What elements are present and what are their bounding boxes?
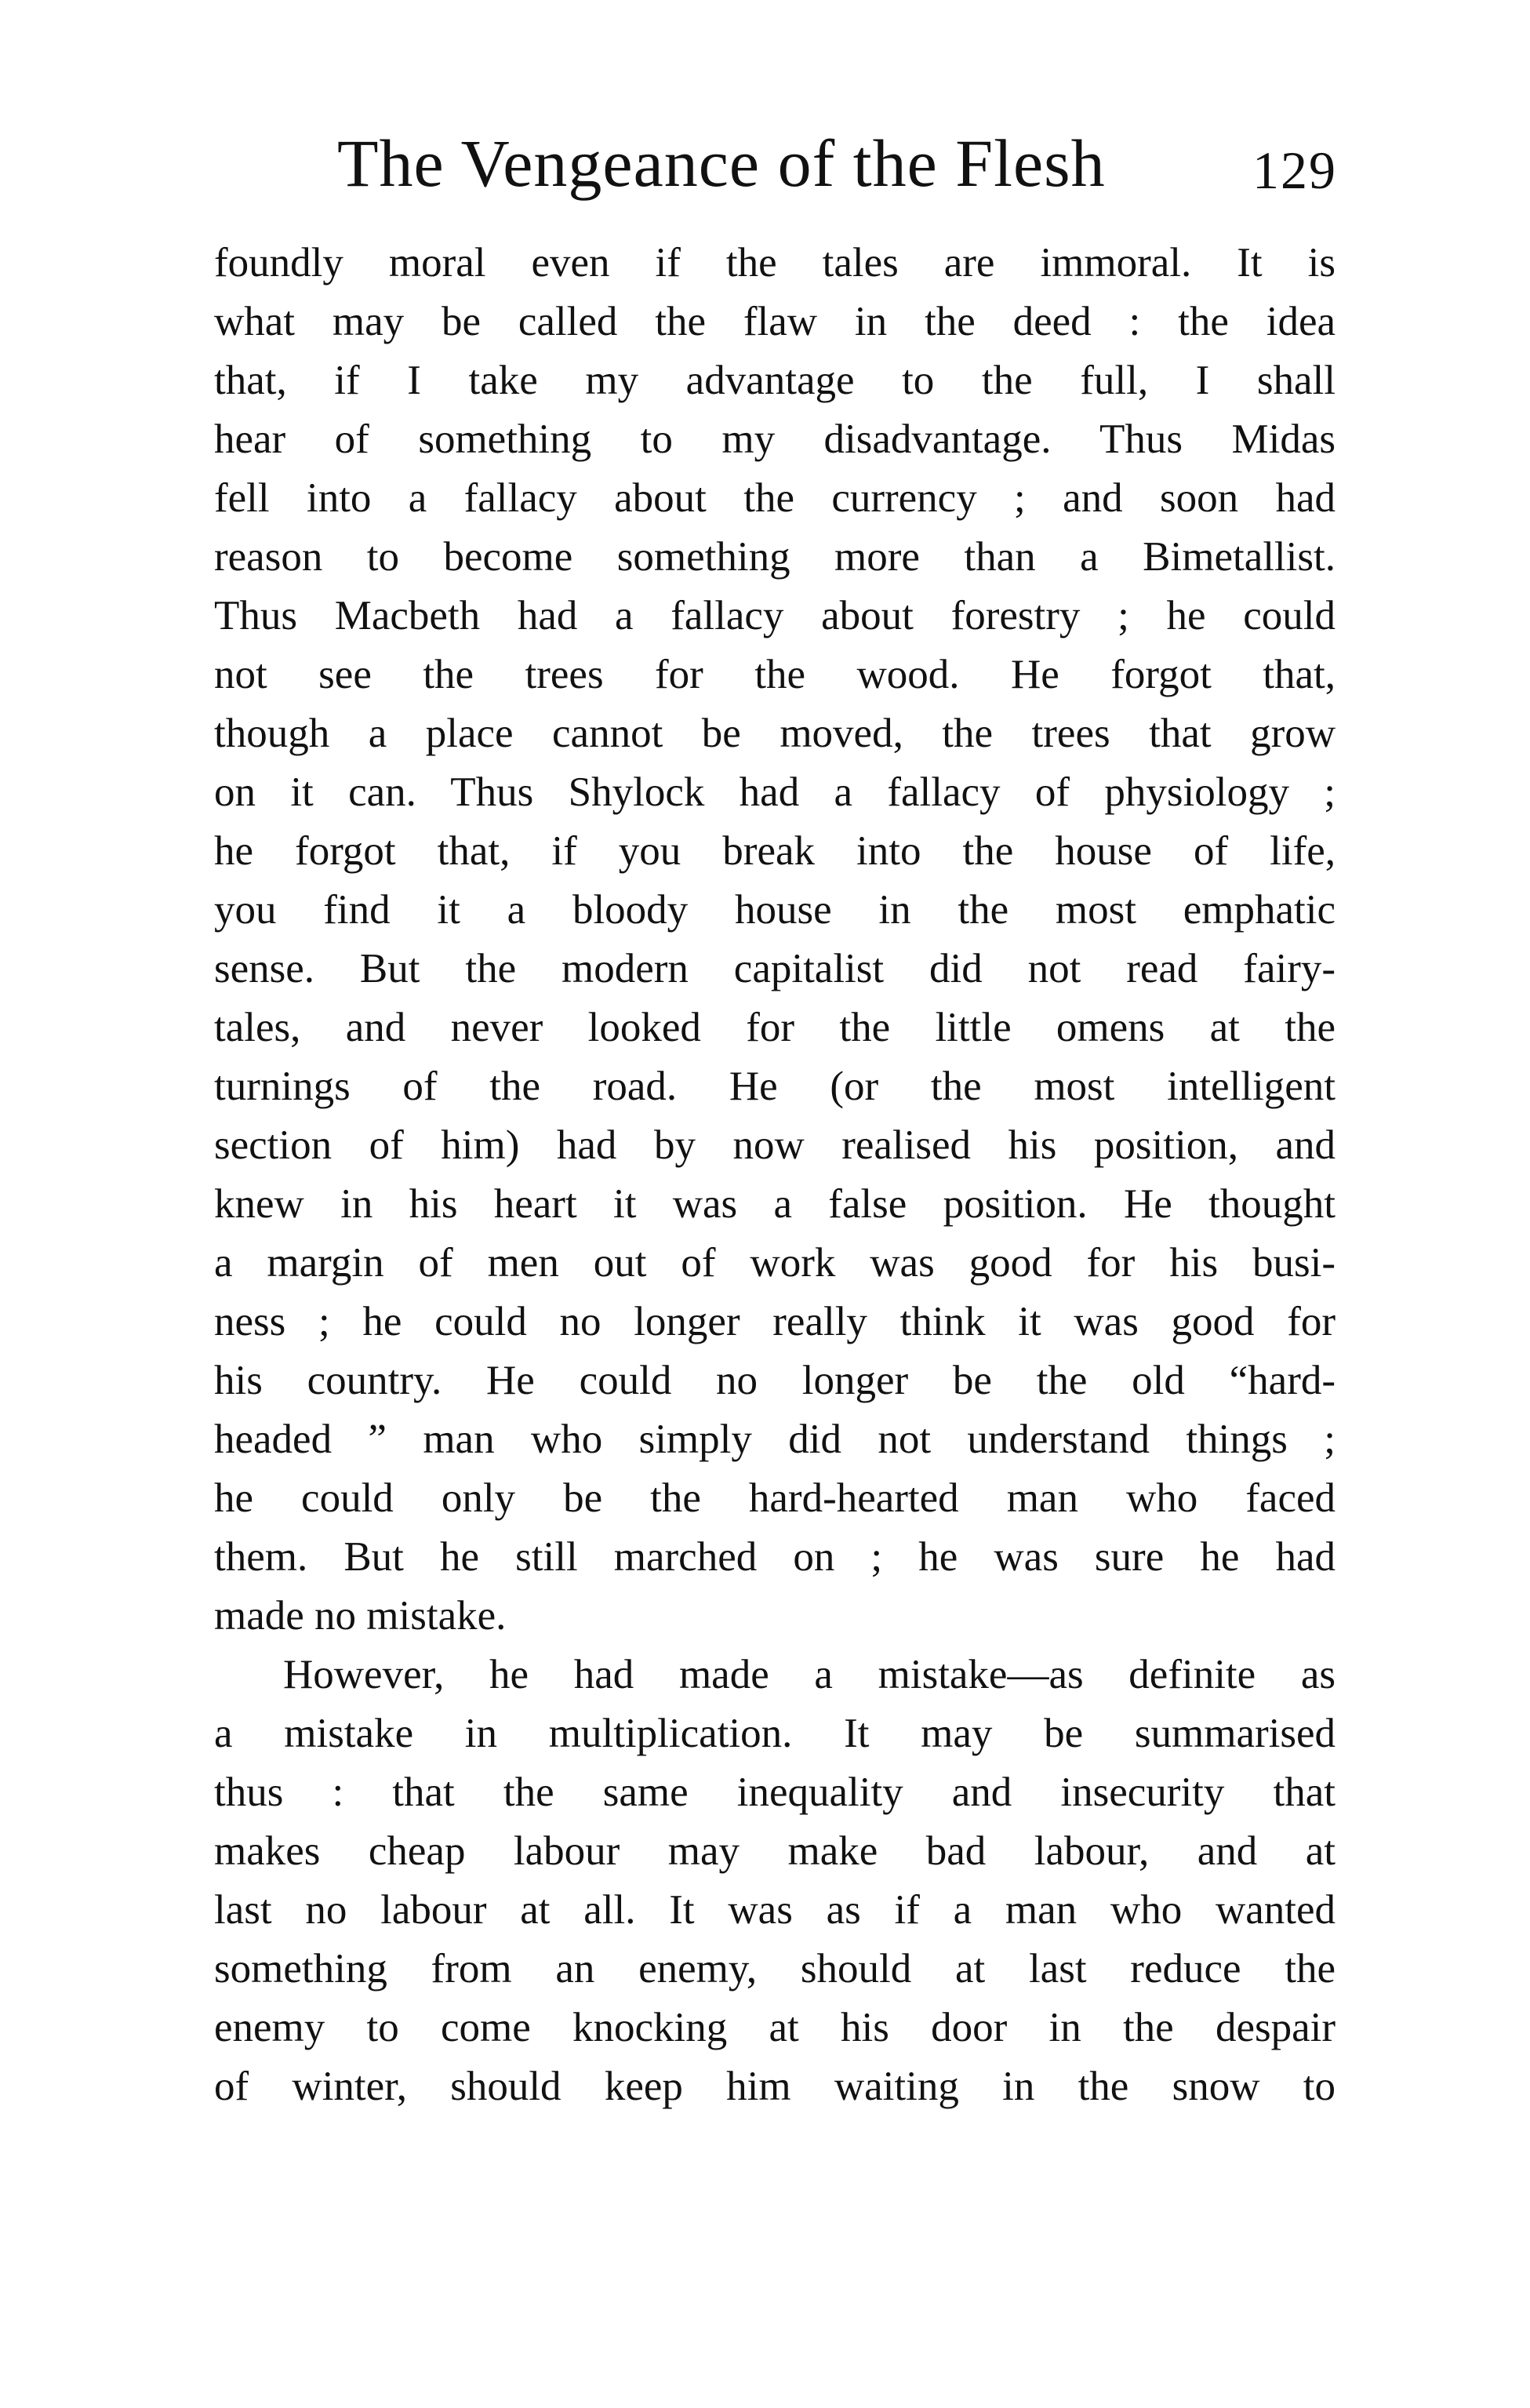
paragraph xyxy=(214,234,1336,1646)
text-line: what may be called the flaw in the deed : the idea xyxy=(214,299,1336,344)
text-line: of winter, should keep him waiting in the snow to xyxy=(214,2064,1336,2109)
text-line: enemy to come knocking at his door in the despair xyxy=(214,2005,1336,2050)
text-line: a mistake in multiplication. It may be summarised xyxy=(214,1711,1336,1756)
running-header xyxy=(337,124,1337,210)
text-line: on it can. Thus Shylock had a fallacy of physiology ; xyxy=(214,769,1336,815)
text-line: headed ” man who simply did not understand things ; xyxy=(214,1417,1336,1462)
running-title: The Vengeance of the Flesh xyxy=(337,125,1106,201)
text-line: Thus Macbeth had a fallacy about forestry ; he could xyxy=(214,593,1336,638)
text-line: he forgot that, if you break into the house of life, xyxy=(214,828,1336,874)
page-number: 129 xyxy=(1252,140,1337,200)
text-line: knew in his heart it was a false position. He thought xyxy=(214,1181,1336,1227)
text-line: section of him) had by now realised his position, and xyxy=(214,1122,1336,1168)
paragraph xyxy=(214,1646,1336,2116)
text-line: you find it a bloody house in the most emphatic xyxy=(214,887,1336,933)
text-line: turnings of the road. He (or the most intelligent xyxy=(214,1064,1336,1109)
text-line: ness ; he could no longer really think it was good for xyxy=(214,1299,1336,1344)
text-line: However, he had made a mistake—as definite as xyxy=(283,1652,1336,1697)
text-line: them. But he still marched on ; he was sure he had xyxy=(214,1534,1336,1580)
text-line: though a place cannot be moved, the trees that grow xyxy=(214,711,1336,756)
text-line: reason to become something more than a Bimetallist. xyxy=(214,534,1336,580)
text-line: foundly moral even if the tales are immoral. It is xyxy=(214,240,1336,286)
text-line: last no labour at all. It was as if a man who wanted xyxy=(214,1887,1336,1933)
body-text xyxy=(214,234,1336,2116)
text-line: his country. He could no longer be the old “hard- xyxy=(214,1358,1336,1403)
text-line: hear of something to my disadvantage. Thus Midas xyxy=(214,416,1336,462)
text-line: tales, and never looked for the little omens at the xyxy=(214,1005,1336,1050)
text-line: fell into a fallacy about the currency ; and soon had xyxy=(214,475,1336,521)
text-line: sense. But the modern capitalist did not read fairy- xyxy=(214,946,1336,991)
text-line: makes cheap labour may make bad labour, and at xyxy=(214,1828,1336,1874)
text-line: a margin of men out of work was good for his busi- xyxy=(214,1240,1336,1286)
text-line: something from an enemy, should at last reduce the xyxy=(214,1946,1336,1992)
text-line: that, if I take my advantage to the full, I shall xyxy=(214,358,1336,403)
text-line: thus : that the same inequality and insecurity that xyxy=(214,1770,1336,1815)
text-line: made no mistake. xyxy=(214,1593,507,1639)
text-line: not see the trees for the wood. He forgot that, xyxy=(214,652,1336,697)
text-line: he could only be the hard-hearted man who faced xyxy=(214,1475,1336,1521)
